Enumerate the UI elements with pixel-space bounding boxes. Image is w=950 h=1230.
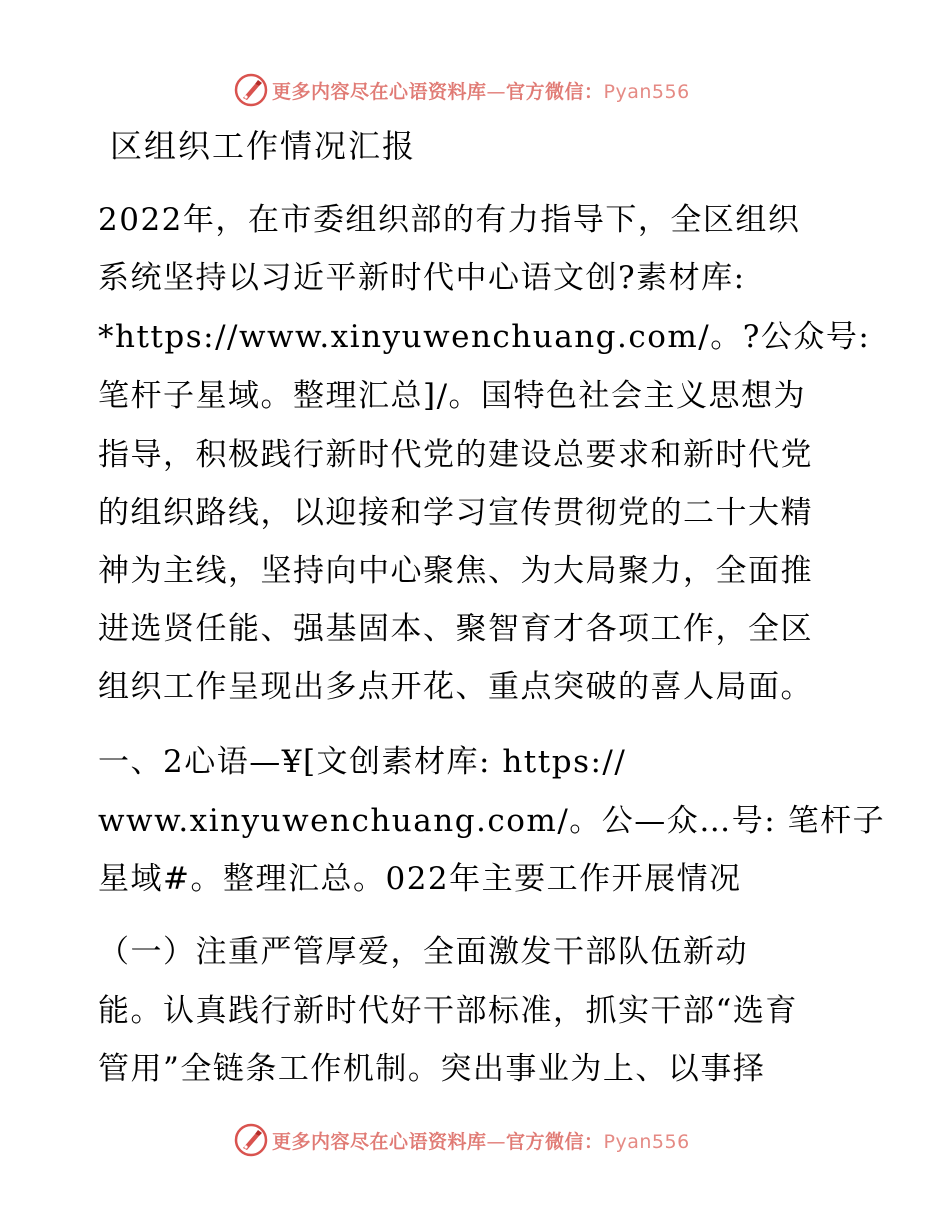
- body-line: 的组织路线，以迎接和学习宣传贯彻党的二十大精: [98, 495, 813, 531]
- body-line: 2022年，在市委组织部的有力指导下，全区组织: [98, 202, 801, 238]
- pen-nib-logo-icon: [234, 1123, 268, 1157]
- body-line: 组织工作呈现出多点开花、重点突破的喜人局面。: [98, 669, 813, 705]
- body-line: 神为主线，坚持向中心聚焦、为大局聚力，全面推: [98, 553, 813, 589]
- body-line: 笔杆子星域。整理汇总]/。国特色社会主义思想为: [98, 378, 807, 414]
- section-heading-line: 星域#。整理汇总。022年主要工作开展情况: [98, 861, 742, 897]
- section-heading-line: 一、2心语—¥[文创素材库: https://: [98, 744, 627, 780]
- section-heading-line: www.xinyuwenchuang.com/。公—众…号: 笔杆子: [98, 803, 886, 839]
- header-watermark: [234, 72, 690, 108]
- watermark-brand: 更多内容尽在心语资料库: [272, 80, 487, 103]
- watermark-separator: —: [486, 80, 507, 103]
- body-line: 能。认真践行新时代好干部标准，抓实干部“选育: [98, 993, 798, 1029]
- body-line: 管用”全链条工作机制。突出事业为上、以事择: [98, 1051, 766, 1087]
- document-title: 区组织工作情况汇报: [110, 127, 417, 165]
- footer-watermark: [234, 1122, 690, 1158]
- watermark-official-label: 官方微信：: [506, 1130, 604, 1153]
- body-line: 系统坚持以习近平新时代中心语文创?素材库:: [98, 260, 746, 296]
- watermark-text: [272, 77, 690, 104]
- watermark-separator: —: [486, 1130, 507, 1153]
- watermark-wechat-id: Pyan556: [603, 1130, 690, 1153]
- watermark-wechat-id: Pyan556: [603, 80, 690, 103]
- body-line: 指导，积极践行新时代党的建设总要求和新时代党: [98, 437, 813, 473]
- watermark-text: [272, 1127, 690, 1154]
- watermark-official-label: 官方微信：: [506, 80, 604, 103]
- pen-nib-logo-icon: [234, 73, 268, 107]
- body-line: 进选贤任能、强基固本、聚智育才各项工作，全区: [98, 611, 813, 647]
- watermark-brand: 更多内容尽在心语资料库: [272, 1130, 487, 1153]
- subsection-heading-line: （一）注重严管厚爱，全面激发干部队伍新动: [98, 934, 748, 970]
- body-line: *https://www.xinyuwenchuang.com/。?公众号:: [98, 319, 871, 355]
